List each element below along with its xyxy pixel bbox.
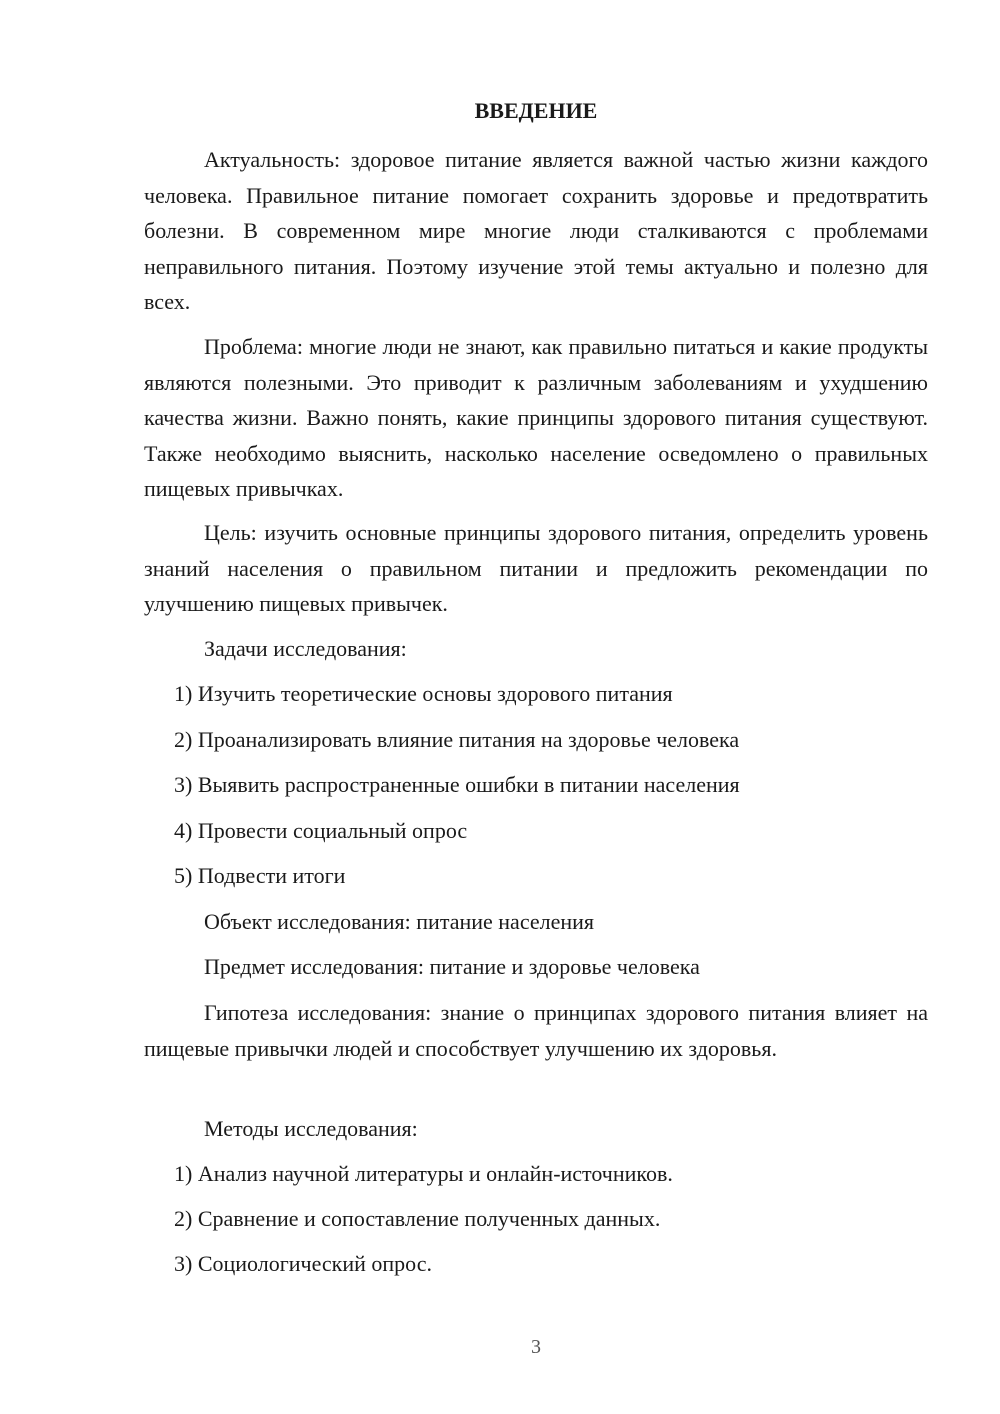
research-object: Объект исследования: питание населения [204, 909, 595, 934]
method-item: 2) Сравнение и сопоставление полученных данных. [174, 1206, 661, 1231]
task-item: 5) Подвести итоги [174, 863, 346, 888]
task-item: 3) Выявить распространенные ошибки в питании населения [174, 772, 740, 797]
document-page [144, 0, 928, 1414]
hypothesis-paragraph: Гипотеза исследования: знание о принципах здорового питания влияет на пищевые привычки людей и способствует улучшению их здоровья. [144, 1000, 928, 1061]
method-item: 1) Анализ научной литературы и онлайн-источников. [174, 1161, 673, 1186]
relevance-paragraph: Актуальность: здоровое питание является важной частью жизни каждого человека. Правильное питание помогает сохранить здоровье и предотвратить болезни. В современном мире многие люди сталкиваются с проблемами неправильного питания. Поэтому изучение этой темы актуально и полезно для всех. [144, 147, 928, 314]
task-item: 1) Изучить теоретические основы здорового питания [174, 681, 673, 706]
method-item: 3) Социологический опрос. [174, 1251, 432, 1276]
research-subject: Предмет исследования: питание и здоровье человека [204, 954, 700, 979]
task-item: 2) Проанализировать влияние питания на здоровье человека [174, 727, 740, 752]
tasks-heading: Задачи исследования: [204, 636, 407, 661]
goal-paragraph: Цель: изучить основные принципы здорового питания, определить уровень знаний населения о правильном питании и предложить рекомендации по улучшению пищевых привычек. [144, 520, 928, 616]
methods-heading: Методы исследования: [204, 1116, 418, 1141]
page-title: ВВЕДЕНИЕ [474, 98, 598, 123]
task-item: 4) Провести социальный опрос [174, 818, 468, 843]
page-number: 3 [531, 1336, 541, 1358]
problem-paragraph: Проблема: многие люди не знают, как правильно питаться и какие продукты являются полезными. Это приводит к различным заболеваниям и ухудшению качества жизни. Важно понять, какие принципы здорового питания существуют. Также необходимо выяснить, насколько население осведомлено о правильных пищевых привычках. [144, 334, 928, 501]
